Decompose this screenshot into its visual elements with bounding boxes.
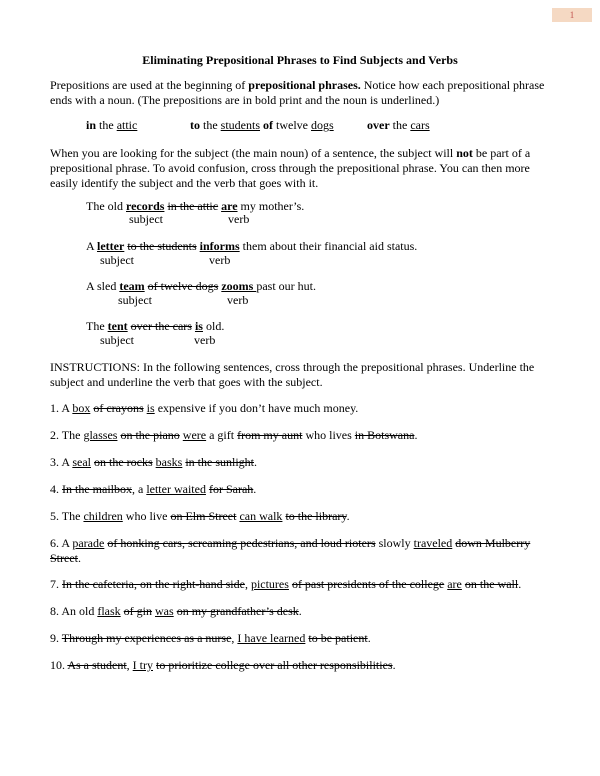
demo-sentence-4 bbox=[86, 319, 224, 334]
noun: students bbox=[220, 118, 261, 132]
sentence-text: old. bbox=[202, 319, 225, 333]
verb-label: verb bbox=[227, 293, 249, 307]
sentence-text: them about their financial aid status. bbox=[239, 239, 418, 253]
crossed-phrase: of past presidents of the college bbox=[291, 577, 445, 591]
crossed-phrase: on Elm Street bbox=[170, 509, 237, 523]
verb-word: traveled bbox=[413, 536, 453, 550]
document-title: Eliminating Prepositional Phrases to Find Subjects and Verbs bbox=[142, 53, 458, 67]
explain-text: When you are looking for the subject (the main noun) of a sentence, the subject will bbox=[50, 146, 457, 160]
crossed-phrase: to the students bbox=[127, 239, 197, 253]
sentence-text: The bbox=[86, 319, 108, 333]
crossed-phrase: on my grandfather’s desk bbox=[176, 604, 299, 618]
intro-paragraph bbox=[50, 78, 555, 108]
example-to-the-students bbox=[190, 118, 334, 133]
exercise-item-2: 2. The glasses on the piano were a gift from my aunt who lives in Botswana. bbox=[50, 428, 418, 442]
subject-word: team bbox=[119, 279, 145, 293]
demo-sentence-2 bbox=[86, 239, 417, 254]
crossed-phrase: of gin bbox=[123, 604, 153, 618]
subject-word: glasses bbox=[83, 428, 118, 442]
exercise-item-7: 7. In the cafeteria, on the right-hand side, pictures of past presidents of the college are on the wall. bbox=[50, 577, 522, 591]
explain-bold-text: not bbox=[456, 146, 473, 160]
instructions-paragraph: INSTRUCTIONS: In the following sentences, cross through the prepositional phrases. Underline the subject and underline the verb that goes with the subject. bbox=[50, 360, 535, 389]
exercise-item-5: 5. The children who live on Elm Street can walk to the library. bbox=[50, 509, 350, 523]
exercise-item-8: 8. An old flask of gin was on my grandfather’s desk. bbox=[50, 604, 302, 618]
crossed-phrase: on the piano bbox=[120, 428, 180, 442]
sentence-text: A sled bbox=[86, 279, 120, 293]
verb-word: are bbox=[221, 199, 238, 213]
exercise-item-4: 4. In the mailbox, a letter waited for Sarah. bbox=[50, 482, 257, 496]
exercise-item-10: 10. As a student, I try to prioritize college over all other responsibilities. bbox=[50, 658, 396, 672]
intro-text-rest: Notice how each prepositional phrase ends with a noun. (The prepositions are in bold print and the noun is underlined.) bbox=[50, 78, 545, 107]
demo-sentence-3 bbox=[86, 279, 316, 294]
page-number-badge: 1 bbox=[552, 8, 592, 22]
crossed-phrase: to be patient bbox=[308, 631, 368, 645]
verb-word: is bbox=[146, 401, 155, 415]
verb-word: informs bbox=[199, 239, 240, 253]
verb-label: verb bbox=[194, 333, 216, 347]
example-text: the bbox=[200, 118, 221, 132]
crossed-phrase: down Mulberry bbox=[455, 536, 531, 550]
noun: cars bbox=[410, 118, 430, 132]
crossed-phrase: in the sunlight bbox=[185, 455, 254, 469]
example-text: twelve bbox=[273, 118, 312, 132]
subject-label: subject bbox=[100, 333, 134, 347]
verb-word: is bbox=[194, 319, 203, 333]
intro-bold-text: prepositional phrases. bbox=[248, 78, 361, 92]
subject-label: subject bbox=[129, 212, 163, 226]
example-text: the bbox=[96, 118, 117, 132]
noun: attic bbox=[116, 118, 138, 132]
verb-label: verb bbox=[228, 212, 250, 226]
subject-word: box bbox=[72, 401, 91, 415]
crossed-phrase: Through my experiences as a nurse bbox=[61, 631, 232, 645]
subject-verb-words: letter waited bbox=[146, 482, 206, 496]
subject-word: pictures bbox=[250, 577, 289, 591]
example-text: the bbox=[389, 118, 411, 132]
subject-verb-words: I have learned bbox=[237, 631, 306, 645]
preposition: of bbox=[263, 118, 274, 132]
verb-word: basks bbox=[155, 455, 183, 469]
demo-sentence-1 bbox=[86, 199, 304, 214]
example-in-the-attic bbox=[86, 118, 137, 133]
subject-label: subject bbox=[118, 293, 152, 307]
verb-label: verb bbox=[209, 253, 231, 267]
crossed-phrase: In the mailbox bbox=[62, 482, 132, 496]
exercise-item-6: 6. A parade of honking cars, screaming pedestrians, and loud rioters slowly traveled down Mulberry Street. bbox=[50, 536, 531, 565]
verb-word: were bbox=[182, 428, 207, 442]
subject-word: letter bbox=[97, 239, 125, 253]
exercise-item-3: 3. A seal on the rocks basks in the sunlight. bbox=[50, 455, 257, 469]
preposition: to bbox=[190, 118, 200, 132]
sentence-text: A bbox=[86, 239, 98, 253]
subject-verb-words: I try bbox=[132, 658, 153, 672]
crossed-phrase: in Botswana bbox=[354, 428, 415, 442]
crossed-phrase: to prioritize college over all other responsibilities bbox=[156, 658, 393, 672]
crossed-phrase: over the cars bbox=[130, 319, 192, 333]
subject-word: parade bbox=[72, 536, 105, 550]
crossed-phrase: to the library bbox=[285, 509, 347, 523]
subject-label: subject bbox=[100, 253, 134, 267]
crossed-phrase: of honking cars, screaming pedestrians, and loud rioters bbox=[107, 536, 376, 550]
exercise-item-1: 1. A box of crayons is expensive if you don’t have much money. bbox=[50, 401, 359, 415]
crossed-phrase: Street bbox=[50, 551, 78, 565]
subject-word: tent bbox=[107, 319, 128, 333]
preposition: over bbox=[367, 118, 390, 132]
sentence-text: my mother’s. bbox=[237, 199, 305, 213]
explanation-paragraph bbox=[50, 146, 555, 191]
example-over-the-cars bbox=[367, 118, 430, 133]
sentence-text: past our hut. bbox=[256, 279, 316, 293]
subject-word: children bbox=[83, 509, 123, 523]
verb-word: was bbox=[155, 604, 174, 618]
crossed-phrase: from my aunt bbox=[237, 428, 303, 442]
exercise-item-9: 9. Through my experiences as a nurse, I have learned to be patient. bbox=[50, 631, 371, 645]
crossed-phrase: on the rocks bbox=[94, 455, 153, 469]
verb-word: zooms bbox=[221, 279, 257, 293]
subject-word: flask bbox=[97, 604, 121, 618]
sentence-text: The old bbox=[86, 199, 126, 213]
verb-word: are bbox=[447, 577, 462, 591]
intro-text: Prepositions are used at the beginning of bbox=[50, 78, 249, 92]
verb-word: can walk bbox=[239, 509, 283, 523]
crossed-phrase: As a student bbox=[67, 658, 127, 672]
crossed-phrase: In the cafeteria, on the right-hand side bbox=[62, 577, 245, 591]
crossed-phrase: for Sarah bbox=[208, 482, 254, 496]
subject-word: seal bbox=[72, 455, 91, 469]
crossed-phrase: on the wall bbox=[464, 577, 519, 591]
explain-text-rest: be part of a prepositional phrase. To avoid confusion, cross through the prepositional phrase. You can then more easily identify the subject and the verb that goes with it. bbox=[50, 146, 531, 190]
crossed-phrase: of twelve dogs bbox=[147, 279, 219, 293]
crossed-phrase: in the attic bbox=[167, 199, 219, 213]
subject-word: records bbox=[126, 199, 165, 213]
preposition: in bbox=[86, 118, 97, 132]
noun: dogs bbox=[311, 118, 334, 132]
crossed-phrase: of crayons bbox=[93, 401, 144, 415]
